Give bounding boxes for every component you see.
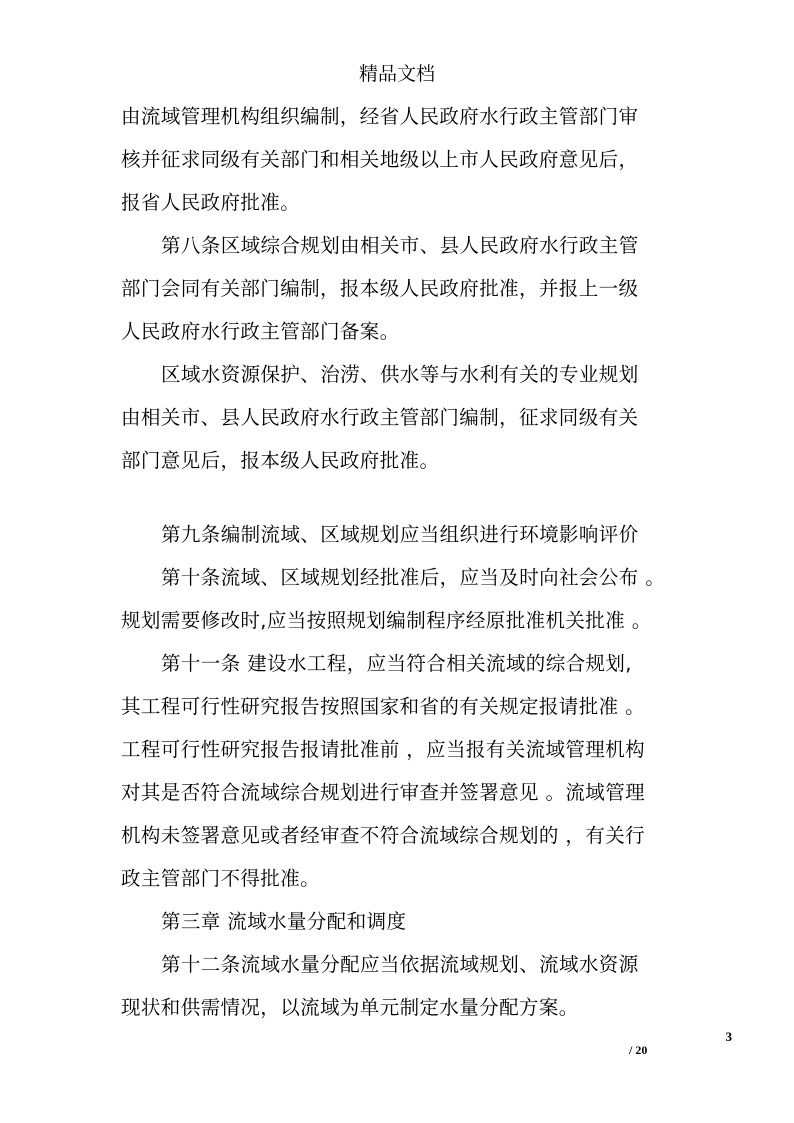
body-text-line: 机构未签署意见或者经审查不符合流域综合规划的 ，有关行 — [121, 824, 645, 847]
body-text-line: 人民政府水行政主管部门备案。 — [121, 320, 400, 343]
body-text-line: 对其是否符合流域综合规划进行审查并签署意见 。流域管理 — [121, 781, 645, 804]
body-text-line: 第十一条 建设水工程，应当符合相关流域的综合规划, — [161, 652, 632, 675]
body-text-line: 第九条编制流域、区域规划应当组织进行环境影响评价 — [161, 523, 639, 546]
body-text-line: 其工程可行性研究报告按照国家和省的有关规定报请批准 。 — [121, 695, 645, 718]
body-text-line: 由流域管理机构组织编制，经省人民政府水行政主管部门审 — [121, 105, 639, 128]
body-text-line: 报省人民政府批准。 — [121, 191, 301, 214]
body-text-line: 区域水资源保护、治涝、供水等与水利有关的专业规划 — [161, 363, 639, 386]
chapter-heading: 第三章 流域水量分配和调度 — [161, 910, 407, 933]
body-text-line: 第十二条流域水量分配应当依据流域规划、流域水资源 — [161, 953, 639, 976]
body-text-line: 部门会同有关部门编制，报本级人民政府批准，并报上一级 — [121, 277, 639, 300]
body-text-line: 核并征求同级有关部门和相关地级以上市人民政府意见后， — [121, 148, 639, 171]
body-text-line: 第八条区域综合规划由相关市、县人民政府水行政主管 — [161, 234, 639, 257]
body-text-line: 部门意见后，报本级人民政府批准。 — [121, 449, 440, 472]
page-header-title: 精品文档 — [358, 63, 435, 85]
page-number: 3 — [725, 1029, 732, 1044]
body-text-line: 第十条流域、区域规划经批准后，应当及时向社会公布 。 — [161, 566, 666, 589]
body-text-line: 由相关市、县人民政府水行政主管部门编制，征求同级有关 — [121, 406, 639, 429]
body-text-line: 政主管部门不得批准。 — [121, 867, 321, 890]
body-text-line: 工程可行性研究报告报请批准前 ，应当报有关流域管理机构 — [121, 738, 645, 761]
body-text-line: 现状和供需情况，以流域为单元制定水量分配方案。 — [121, 996, 579, 1019]
body-text-line: 规划需要修改时,应当按照规划编制程序经原批准机关批准 。 — [121, 609, 652, 632]
page-total: / 20 — [629, 1043, 648, 1057]
